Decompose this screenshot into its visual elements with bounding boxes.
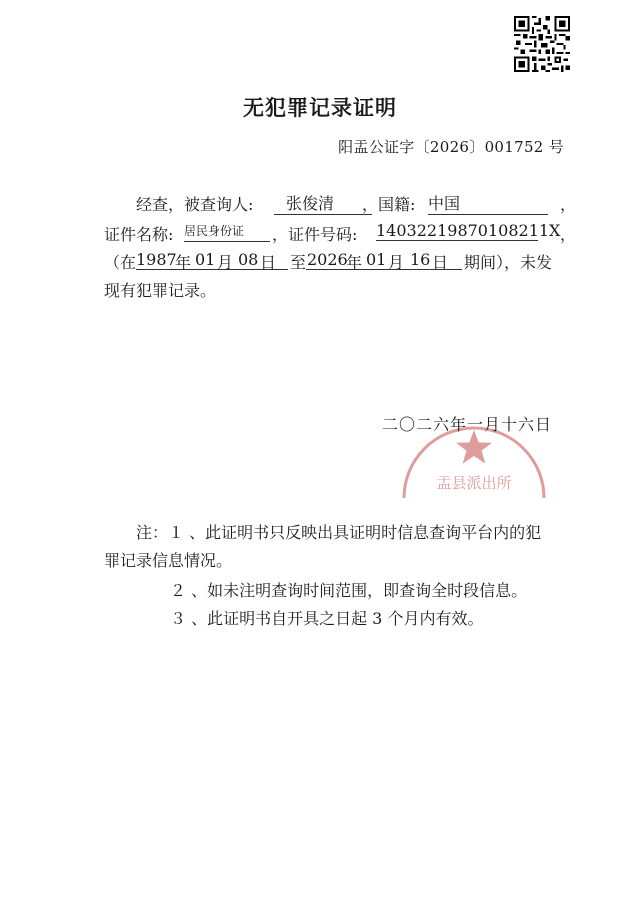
stamp-text: 盂县派出所 bbox=[436, 476, 512, 492]
id-number-label: ，证件号码: bbox=[272, 225, 358, 244]
person-name-field: 张俊清 bbox=[274, 191, 372, 215]
start-day: 08 bbox=[238, 250, 259, 269]
note-1-line-b: 罪记录信息情况。 bbox=[104, 551, 233, 570]
id-number-field: 14032219870108211X bbox=[376, 221, 561, 240]
end-year: 2026 bbox=[307, 250, 348, 269]
id-type-field: 居民身份证 bbox=[184, 222, 270, 242]
nationality-label: ，国籍: bbox=[362, 195, 416, 214]
to-char: 至 bbox=[290, 253, 307, 272]
qr-code-icon bbox=[514, 16, 570, 72]
comma: ， bbox=[560, 195, 577, 214]
end-month: 01 bbox=[366, 250, 387, 269]
day-char: 日 bbox=[260, 253, 277, 272]
note-2: ２ 、如未注明查询时间范围，即查询全时段信息。 bbox=[170, 581, 528, 600]
period-close: 期间），未发 bbox=[464, 253, 553, 272]
comma: ， bbox=[560, 225, 577, 244]
year-char: 年 bbox=[346, 253, 363, 272]
month-char: 月 bbox=[217, 253, 234, 272]
line4-text: 现有犯罪记录。 bbox=[104, 281, 217, 300]
period-open: （在 bbox=[104, 253, 137, 272]
star-icon bbox=[456, 430, 492, 464]
official-stamp bbox=[398, 380, 550, 500]
id-type-label: 证件名称: bbox=[104, 225, 174, 244]
document-number: 阳盂公证字〔2026〕001752 号 bbox=[338, 138, 564, 156]
month-char: 月 bbox=[388, 253, 405, 272]
nationality-field: 中国 bbox=[428, 191, 548, 215]
document-title: 无犯罪记录证明 bbox=[243, 95, 397, 120]
note-1-line-a: 注：１ 、此证明书只反映出具证明时信息查询平台内的犯 bbox=[136, 523, 542, 542]
end-day: 16 bbox=[410, 250, 431, 269]
issue-date: 二〇二六年一月十六日 bbox=[382, 415, 553, 434]
start-month: 01 bbox=[195, 250, 216, 269]
day-char: 日 bbox=[432, 253, 449, 272]
year-char: 年 bbox=[175, 253, 192, 272]
start-year: 1987 bbox=[136, 250, 177, 269]
line1-prefix: 经查，被查询人: bbox=[136, 195, 254, 214]
note-3: ３ 、此证明书自开具之日起 3 个月内有效。 bbox=[170, 609, 484, 628]
